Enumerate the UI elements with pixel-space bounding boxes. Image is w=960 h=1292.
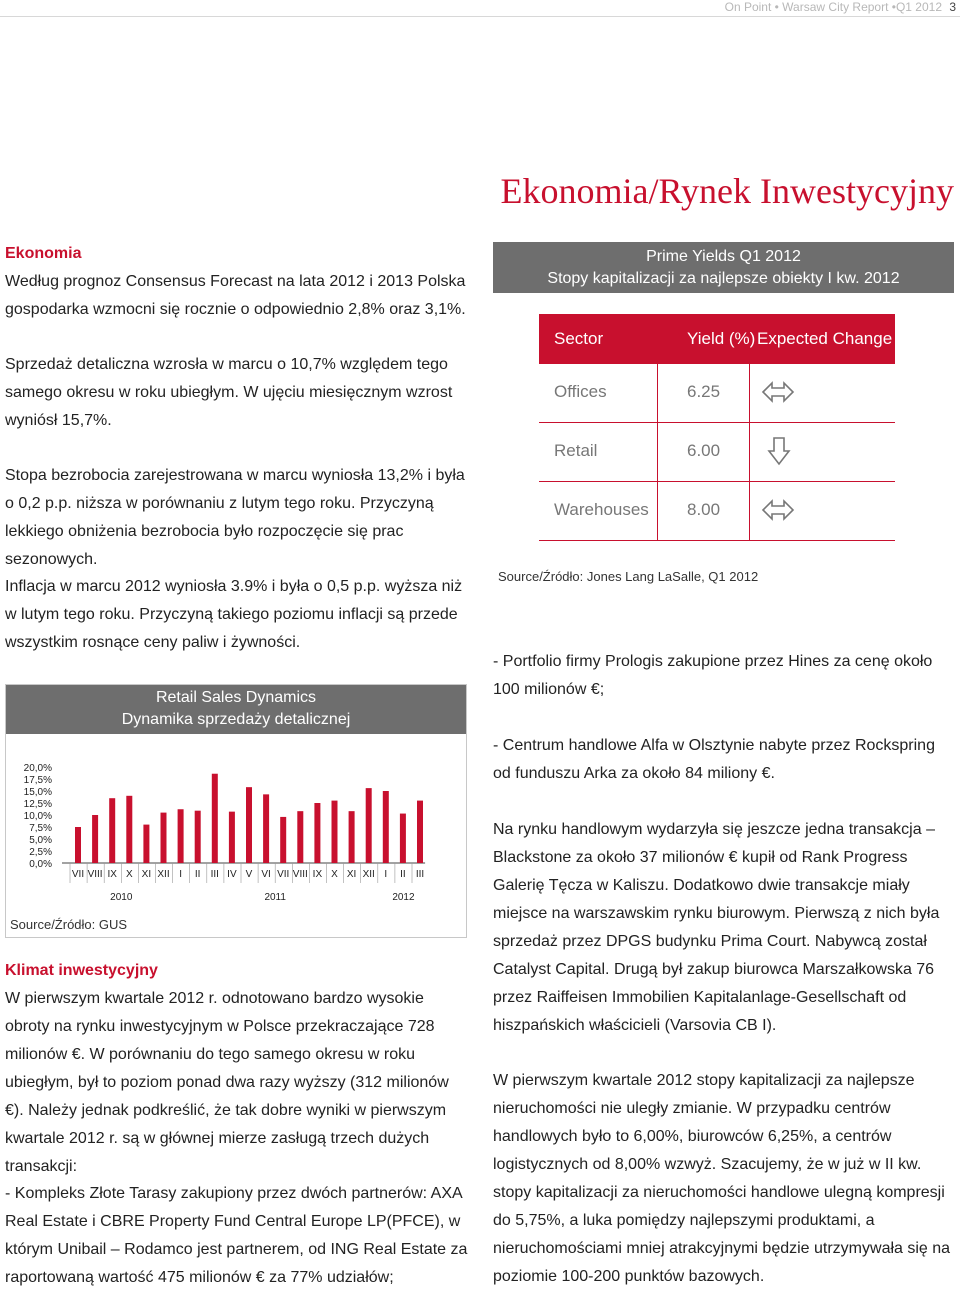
table-title: Prime Yields Q1 2012 [646,248,801,265]
sector-cell: Warehouses [554,500,649,519]
economy-heading: Ekonomia [5,245,82,262]
header-divider [0,16,960,17]
x-tick-label: IX [107,869,117,880]
x-tick-label: I [179,869,182,880]
x-tick-label: XI [141,869,152,880]
y-tick-label: 0,0% [29,859,52,870]
yield-cell: 8.00 [687,500,721,519]
bar [349,811,355,863]
y-tick-label: 17,5% [23,775,52,786]
unemployment-paragraph: Stopa bezrobocia zarejestrowana w marcu wyniosła 13,2% i była o 0,2 p.p. niższa w porównaniu z lutym tego roku. Przyczyną lekkiego obniżenia bezrobocia było rozpoczęcie się prac sezonowych. [5,467,465,568]
prologis-bullet: - Portfolio firmy Prologis zakupione przez Hines za cenę około 100 milionów €; [493,653,933,698]
y-tick-label: 12,5% [23,799,52,810]
zlote-tarasy-paragraph: - Kompleks Złote Tarasy zakupiony przez dwóch partnerów: AXA Real Estate i CBRE Property Fund Central Europe LP(PFCE), w którym Unibail – Rodamco jest partnerem, od ING Real Estate za raportowaną wartość 475 milionów € za 77% udziałów; [5,1185,468,1286]
bar [92,815,98,863]
climate-paragraph: W pierwszym kwartale 2012 r. odnotowano bardzo wysokie obroty na rynku inwestycyjnym w Polsce przekraczające 728 milionów €. W porównaniu do tego samego okresu w roku ubiegłym, był to poziom ponad dwa razy wyższy (312 milionów €). Należy jednak podkreślić, że tak dobre wyniki w pierwszym kwartale 2012 r. są w głównej mierze zasługą trzech dużych transakcji: [5,990,449,1175]
chart-source: Source/Źródło: GUS [10,917,128,932]
chart-subtitle: Dynamika sprzedaży detalicznej [121,711,351,728]
page-number: 3 [949,0,956,14]
x-tick-label: VIII [292,869,308,880]
column-divider [657,314,658,541]
sector-cell: Retail [554,441,598,460]
prime-yields-table [493,242,954,546]
running-title: On Point • Warsaw City Report •Q1 2012 [724,0,942,14]
left-right-arrow-icon [761,380,795,404]
yields-paragraph: W pierwszym kwartale 2012 stopy kapitalizacji za najlepsze nieruchomości nie uległy zmianie. W przypadku centrów handlowych było to 6,00%, biurowców 6,25%, a centrów logistycznych od 8,00% wzwyż. Szacujemy, że w już w II kw. stopy kapitalizacji za nieruchomości handlowe ulegną kompresji do 5,75%, a luka pomiędzy najlepszymi produktami, a nieruchomościami mniej atrakcyjnymi będzie utrzymywała się na poziomie 100-200 punktów bazowych. [493,1072,951,1285]
y-tick-label: 20,0% [23,763,52,774]
x-tick-label: XII [362,869,375,880]
bar [263,794,269,863]
yield-cell: 6.00 [687,441,721,460]
column-header-change: Expected Change [757,329,893,348]
economy-paragraph: Według prognoz Consensus Forecast na lata 2012 i 2013 Polska gospodarka wzmocni się rocznie o odpowiednio 2,8% oraz 3,1%. [5,273,466,318]
page-title: Ekonomia/Rynek Inwestycyjny [500,171,954,211]
economy-section [5,240,470,324]
x-tick-label: III [415,869,425,880]
climate-section [5,957,470,1181]
x-tick-label: IX [312,869,323,880]
yield-cell: 6.25 [687,382,721,401]
y-tick-label: 2,5% [29,847,52,858]
x-tick-label: I [384,869,388,880]
bar [417,801,423,863]
alfa-bullet: - Centrum handlowe Alfa w Olsztynie nabyte przez Rockspring od funduszu Arka za około 84 miliony €. [493,737,935,782]
bar [366,788,372,863]
table-column-headers [539,314,895,364]
inflation-paragraph: Inflacja w marcu 2012 wyniosła 3.9% i była o 0,5 p.p. wyższa niż w lutym tego roku. Przyczyną takiego poziomu inflacji są przede wszystkim rosnące ceny paliw i żywności. [5,578,463,651]
chart-title: Retail Sales Dynamics [155,689,317,706]
y-tick-label: 10,0% [23,811,52,822]
bar [332,801,338,863]
climate-heading: Klimat inwestycyjny [5,962,158,979]
bar [109,798,115,863]
x-tick-label: XII [157,869,170,880]
table-subtitle: Stopy kapitalizacji za najlepsze obiekty I kw. 2012 [547,270,900,287]
x-tick-label: IV [227,869,237,880]
x-tick-label: VII [71,869,85,880]
bar [212,774,218,863]
retail-sales-paragraph: Sprzedaż detaliczna wzrosła w marcu o 10,7% względem tego samego okresu w roku ubiegłym. W ujęciu miesięcznym wzrost wyniósł 15,7%. [5,356,453,429]
bar [297,811,303,863]
chart-plot [6,737,466,937]
x-tick-label: XI [346,869,357,880]
bar [383,791,389,863]
x-tick-label: III [210,869,219,880]
bar [229,812,235,863]
sector-cell: Offices [554,382,607,401]
bar [161,813,167,863]
down-arrow-icon [767,436,791,466]
bar [75,827,81,863]
transactions-paragraph: Na rynku handlowym wydarzyła się jeszcze jedna transakcja – Blackstone za około 37 milionów € kupił od Rank Progress Galerię Tęcza w Kaliszu. Dodatkowo dwie transakcje miały miejsce na warszawskim rynku biurowym. Pierwszą z nich była sprzedaż przez DPGS budynku Prima Court. Nabywcą został Catalyst Capital. Drugą był zakup biurowca Marszałkowska 76 przez Raiffeisen Immobilien Kapitalanlage-Gesellschaft od hiszpańskich właścicieli (Varsovia CB I). [493,821,940,1034]
bar [195,811,201,863]
running-header [0,0,960,16]
left-right-arrow-icon [761,498,795,522]
x-tick-label: X [125,869,133,880]
column-divider [749,314,750,541]
bar [178,809,184,863]
year-label: 2011 [264,892,286,903]
x-tick-label: VI [261,869,271,880]
table-source: Source/Źródło: Jones Lang LaSalle, Q1 2012 [498,569,759,584]
table-grid [539,314,895,541]
x-tick-label: VII [277,869,290,880]
retail-sales-chart [5,684,467,938]
chart-header [6,685,466,734]
x-tick-label: II [400,869,406,880]
x-tick-label: X [331,869,338,880]
y-tick-label: 5,0% [29,835,52,846]
year-label: 2010 [110,892,133,903]
y-tick-label: 15,0% [23,787,52,798]
table-row [539,482,895,541]
year-label: 2012 [392,892,415,903]
column-header-sector: Sector [554,329,604,348]
bar [126,796,132,863]
x-tick-label: II [194,869,201,880]
column-header-yield: Yield (%) [687,329,756,348]
bar [143,825,149,863]
bar [400,814,406,863]
bar [280,817,286,863]
bar [246,787,252,863]
x-tick-label: V [245,869,253,880]
table-header [493,242,954,293]
y-tick-label: 7,5% [29,823,52,834]
x-tick-label: VIII [87,869,103,880]
table-row [539,423,895,482]
bar [314,803,320,863]
table-row [539,364,895,423]
